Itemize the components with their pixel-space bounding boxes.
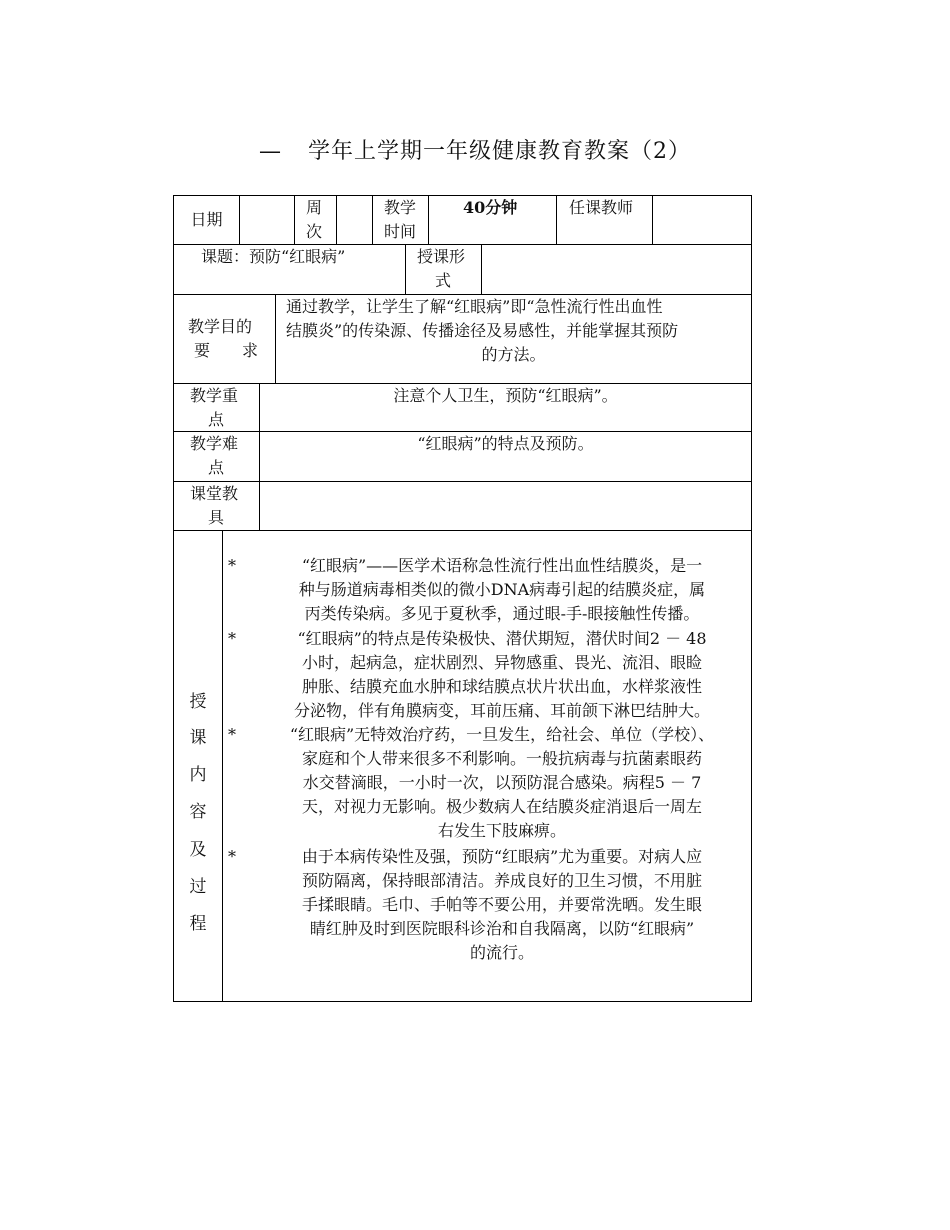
bullet-line: 小时，起病急，症状剧烈、异物感重、畏光、流泪、眼睑: [301, 653, 702, 672]
difficulty-value: “红眼病”的特点及预防。: [417, 434, 594, 453]
date-label: 日期: [190, 210, 223, 229]
bullet-line: 水交替滴眼，一小时一次，以预防混合感染。病程5 － 7: [302, 773, 702, 792]
process-label-char: 及: [189, 840, 207, 860]
time-label-cell: [372, 195, 429, 245]
bullet-line: 天，对视力无影响。极少数病人在结膜炎症消退后一周左: [301, 797, 702, 816]
title-text: 学年上学期一年级健康教育教案（2）: [308, 139, 691, 164]
process-label-char: 授: [189, 692, 207, 712]
bullet-line: 丙类传染病。多见于夏秋季，通过眼-手-眼接触性传播。: [304, 604, 700, 623]
bullet-marker: *: [228, 725, 236, 744]
process-label-char: 过: [189, 877, 207, 897]
bullet-line: “红眼病”的特点是传染极快、潜伏期短，潜伏时间2 － 48: [297, 629, 707, 648]
bullet-marker: *: [228, 556, 236, 575]
form-label-1: 授课形: [417, 247, 466, 266]
title-dash: —: [259, 139, 282, 164]
topic-cell: [173, 244, 406, 295]
form-label-cell: [405, 244, 482, 295]
bullet-line: 的流行。: [469, 943, 534, 962]
process-label-char: 程: [189, 914, 207, 934]
difficulty-value-cell: [259, 431, 752, 482]
key-point-label-1: 教学重: [190, 386, 239, 405]
time-value-cell: [428, 195, 557, 245]
time-value: 40分钟: [463, 198, 518, 217]
goals-line-1: 通过教学，让学生了解“红眼病”即“急性流行性出血性: [286, 297, 663, 316]
bullet-line: “红眼病”——医学术语称急性流行性出血性结膜炎，是一: [301, 556, 703, 575]
tools-label-2: 具: [208, 508, 225, 527]
date-label-cell: [173, 195, 240, 245]
key-point-label-2: 点: [208, 410, 225, 429]
goals-value-cell: [275, 294, 752, 384]
tools-label-1: 课堂教: [190, 484, 239, 503]
form-value-cell: [481, 244, 752, 295]
process-bullet: [228, 723, 748, 843]
key-point-value: 注意个人卫生，预防“红眼病”。: [393, 386, 618, 405]
goals-label-2: 要 求: [194, 341, 259, 360]
week-label-cell: [294, 195, 337, 245]
week-label-2: 次: [306, 222, 323, 241]
goals-line-2: 结膜炎”的传染源、传播途径及易感性，并能掌握其预防: [286, 321, 679, 340]
tools-label-cell: [173, 481, 260, 531]
teacher-label-cell: [556, 195, 653, 245]
bullet-line: 预防隔离，保持眼部清洁。养成良好的卫生习惯，不用脏: [301, 871, 702, 890]
bullet-line: 肿胀、结膜充血水肿和球结膜点状片状出血，水样浆液性: [301, 677, 702, 696]
time-label-1: 教学: [384, 198, 417, 217]
difficulty-label-cell: [173, 431, 260, 482]
goals-label-1: 教学目的: [188, 317, 253, 336]
goals-line-3: 的方法。: [481, 345, 546, 364]
date-value-cell: [239, 195, 295, 245]
bullet-line: “红眼病”无特效治疗药，一旦发生，给社会、单位（学校）、: [289, 725, 715, 744]
difficulty-label-1: 教学难: [190, 434, 239, 453]
page-title: [0, 134, 950, 165]
week-value-cell: [336, 195, 373, 245]
process-label-char: 课: [189, 728, 207, 748]
bullet-line: 右发生下肢麻痹。: [437, 821, 566, 840]
tools-value-cell: [259, 481, 752, 531]
process-label-char: 内: [189, 765, 207, 785]
bullet-line: 睛红肿及时到医院眼科诊治和自我隔离，以防“红眼病”: [309, 919, 695, 938]
difficulty-label-2: 点: [208, 458, 225, 477]
form-label-2: 式: [435, 271, 452, 290]
key-point-label-cell: [173, 383, 260, 432]
process-bullet: [228, 627, 748, 723]
time-label-2: 时间: [384, 222, 417, 241]
bullet-line: 分泌物，伴有角膜病变，耳前压痛、耳前颌下淋巴结肿大。: [293, 701, 710, 720]
process-label-char: 容: [189, 802, 207, 822]
topic-text: 课题：预防“红眼病”: [201, 247, 346, 266]
key-point-value-cell: [259, 383, 752, 432]
teacher-value-cell: [652, 195, 752, 245]
bullet-line: 种与肠道病毒相类似的微小DNA病毒引起的结膜炎症，属: [298, 580, 706, 599]
teacher-label: 任课教师: [569, 198, 634, 217]
bullet-marker: *: [228, 629, 236, 648]
bullet-line: 由于本病传染性及强，预防“红眼病”尤为重要。对病人应: [301, 847, 703, 866]
bullet-line: 手揉眼睛。毛巾、手帕等不要公用，并要常洗晒。发生眼: [301, 895, 702, 914]
process-bullet: [228, 845, 748, 965]
process-bullet: [228, 554, 748, 626]
bullet-marker: *: [228, 847, 236, 866]
goals-label-cell: [173, 294, 276, 384]
week-label-1: 周: [306, 198, 323, 217]
bullet-line: 家庭和个人带来很多不利影响。一般抗病毒与抗菌素眼药: [301, 749, 702, 768]
